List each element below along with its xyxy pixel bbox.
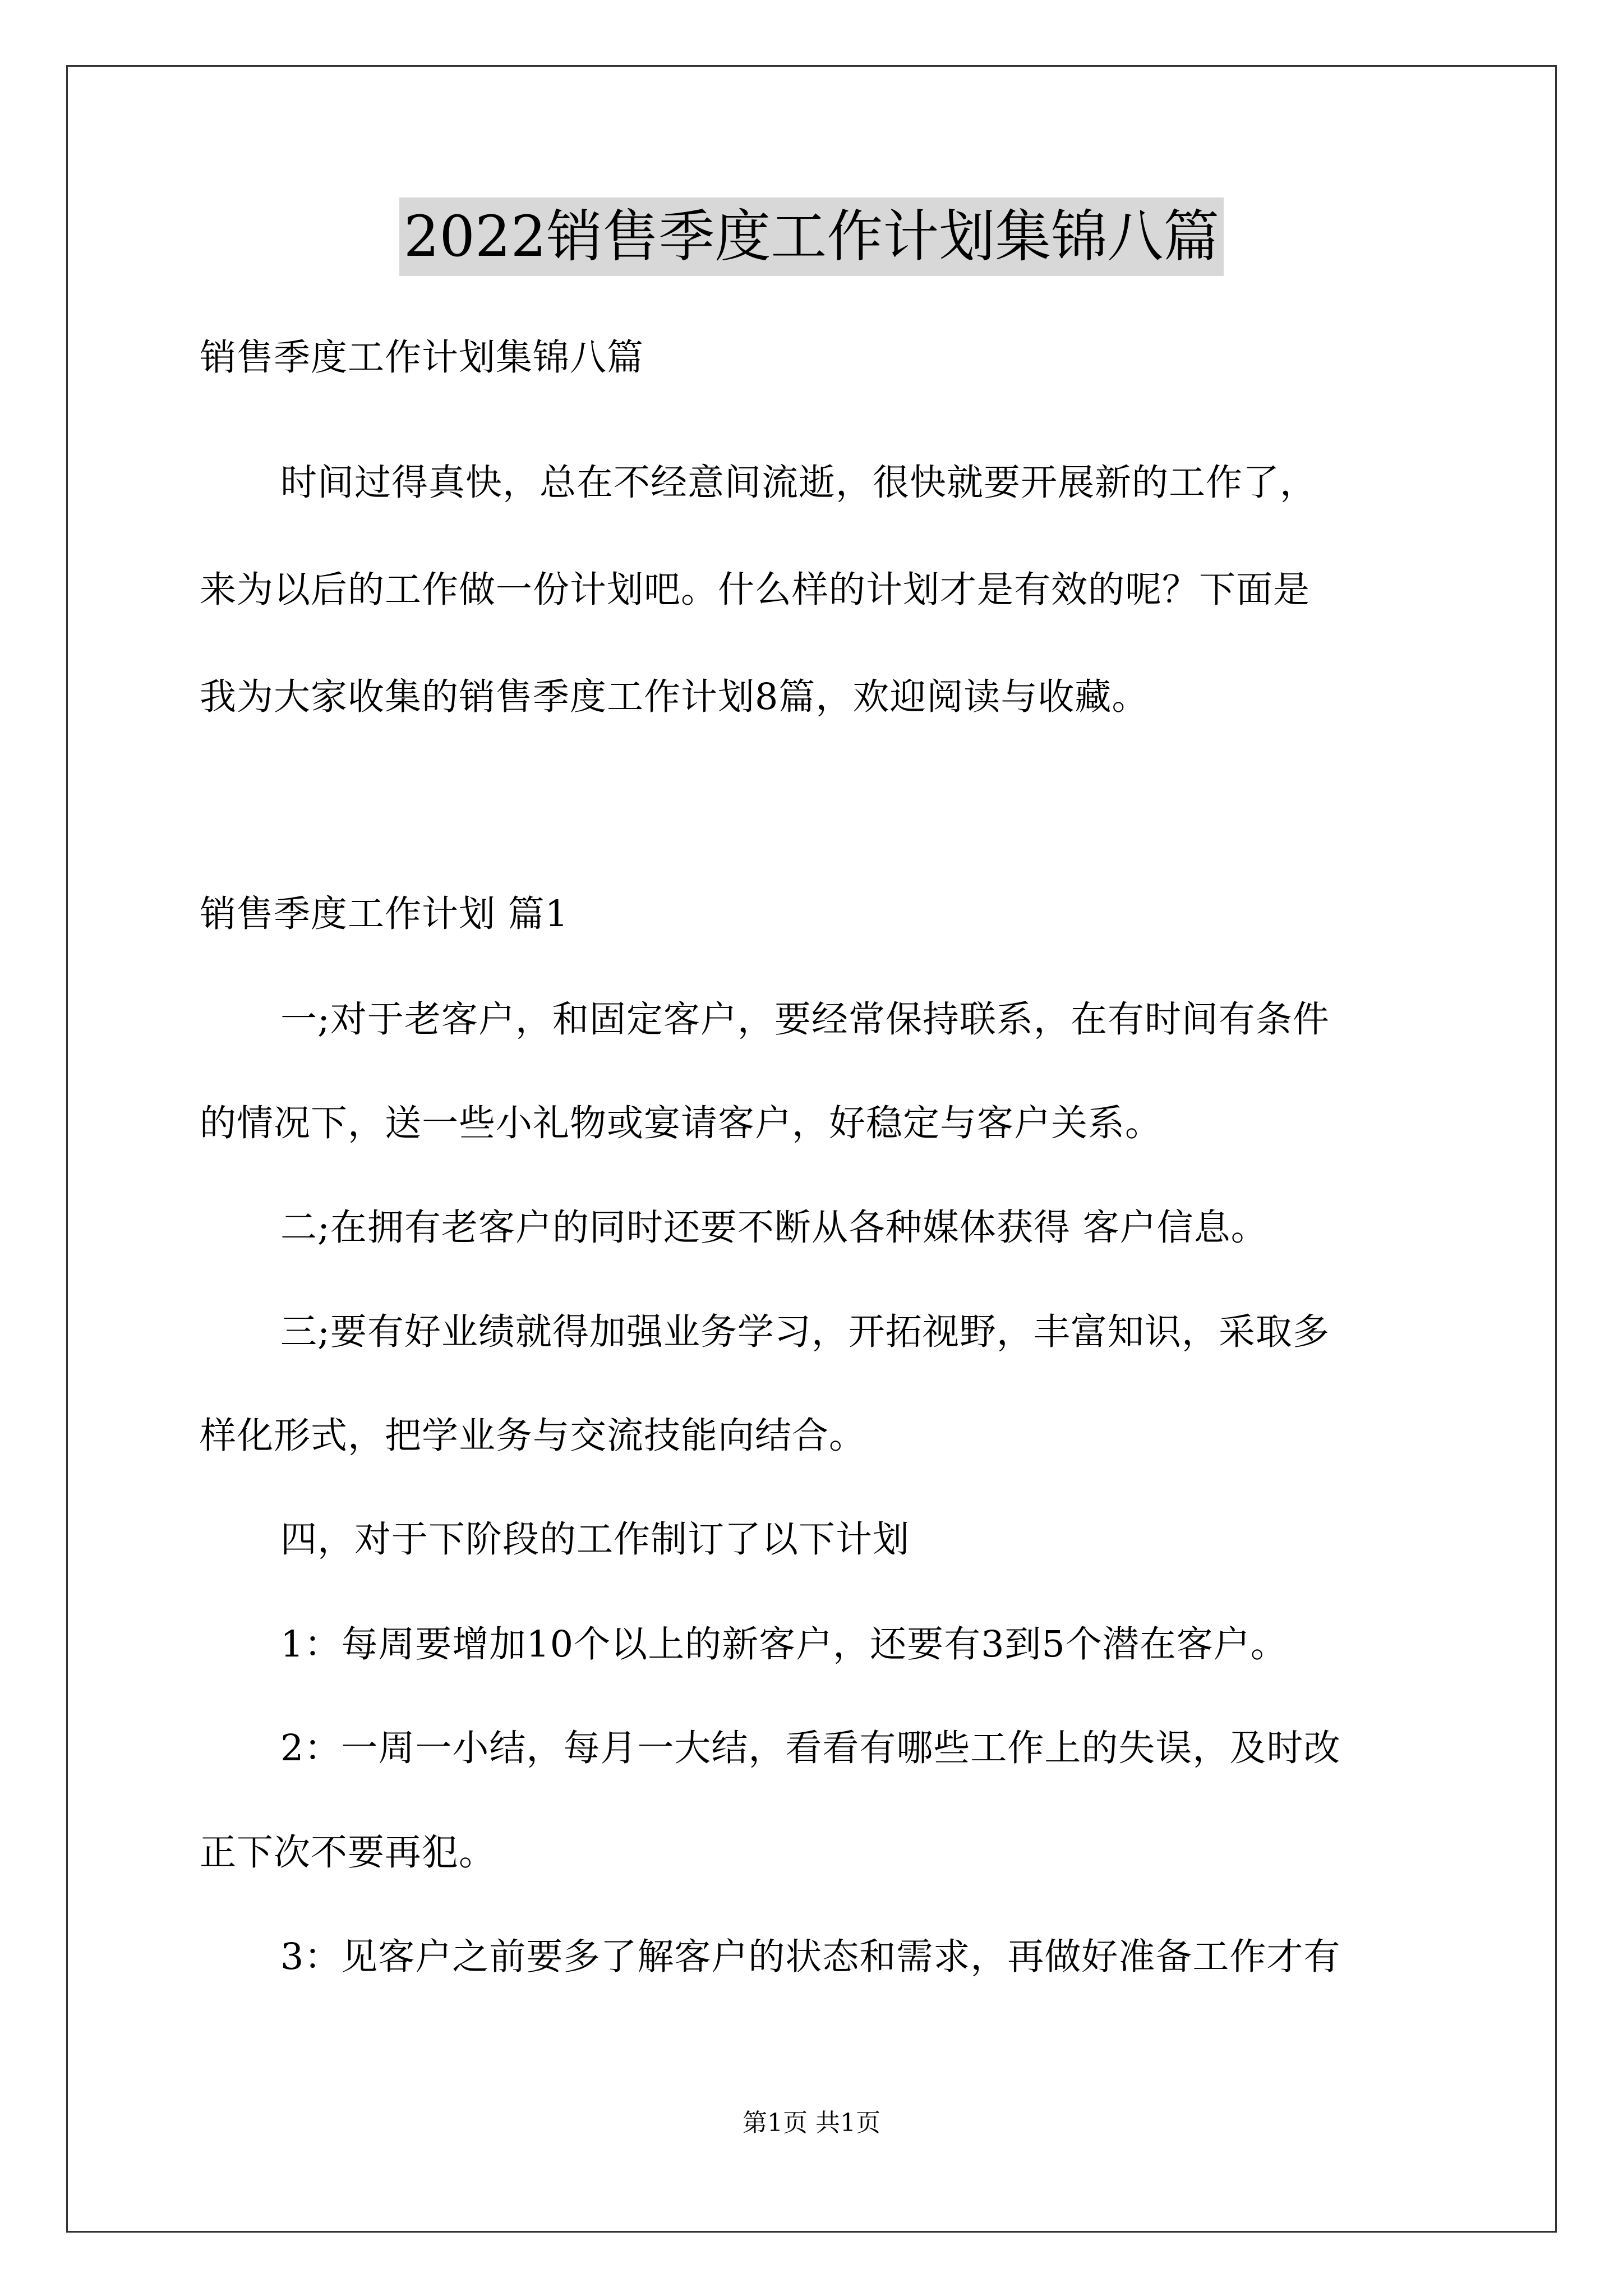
- intro-line-2: 来为以后的工作做一份计划吧。什么样的计划才是有效的呢？下面是: [200, 569, 1311, 611]
- document-subtitle: 销售季度工作计划集锦八篇: [200, 337, 644, 379]
- paragraph-line: 的情况下，送一些小礼物或宴请客户，好稳定与客户关系。: [200, 1102, 1163, 1144]
- intro-line-1: 时间过得真快，总在不经意间流逝，很快就要开展新的工作了，: [280, 462, 1317, 504]
- paragraph-line: 二;在拥有老客户的同时还要不断从各种媒体获得 客户信息。: [280, 1207, 1268, 1249]
- paragraph-line: 三;要有好业绩就得加强业务学习，开拓视野，丰富知识，采取多: [280, 1311, 1330, 1353]
- paragraph-line: 样化形式，把学业务与交流技能向结合。: [200, 1415, 866, 1457]
- paragraph-line: 正下次不要再犯。: [200, 1832, 496, 1874]
- section-heading: 销售季度工作计划 篇1: [200, 893, 569, 935]
- paragraph-line: 一;对于老客户，和固定客户，要经常保持联系，在有时间有条件: [280, 999, 1330, 1041]
- intro-line-3: 我为大家收集的销售季度工作计划8篇，欢迎阅读与收藏。: [200, 676, 1149, 718]
- paragraph-line: 2：一周一小结，每月一大结，看看有哪些工作上的失误，及时改: [280, 1727, 1341, 1769]
- paragraph-line: 1：每周要增加10个以上的新客户，还要有3到5个潜在客户。: [280, 1623, 1288, 1665]
- paragraph-line: 四，对于下阶段的工作制订了以下计划: [280, 1519, 910, 1561]
- title-container: [0, 197, 1623, 276]
- page-footer: 第1页 共1页: [743, 2109, 880, 2137]
- document-title: 2022销售季度工作计划集锦八篇: [399, 197, 1224, 276]
- paragraph-line: 3：见客户之前要多了解客户的状态和需求，再做好准备工作才有: [280, 1936, 1341, 1978]
